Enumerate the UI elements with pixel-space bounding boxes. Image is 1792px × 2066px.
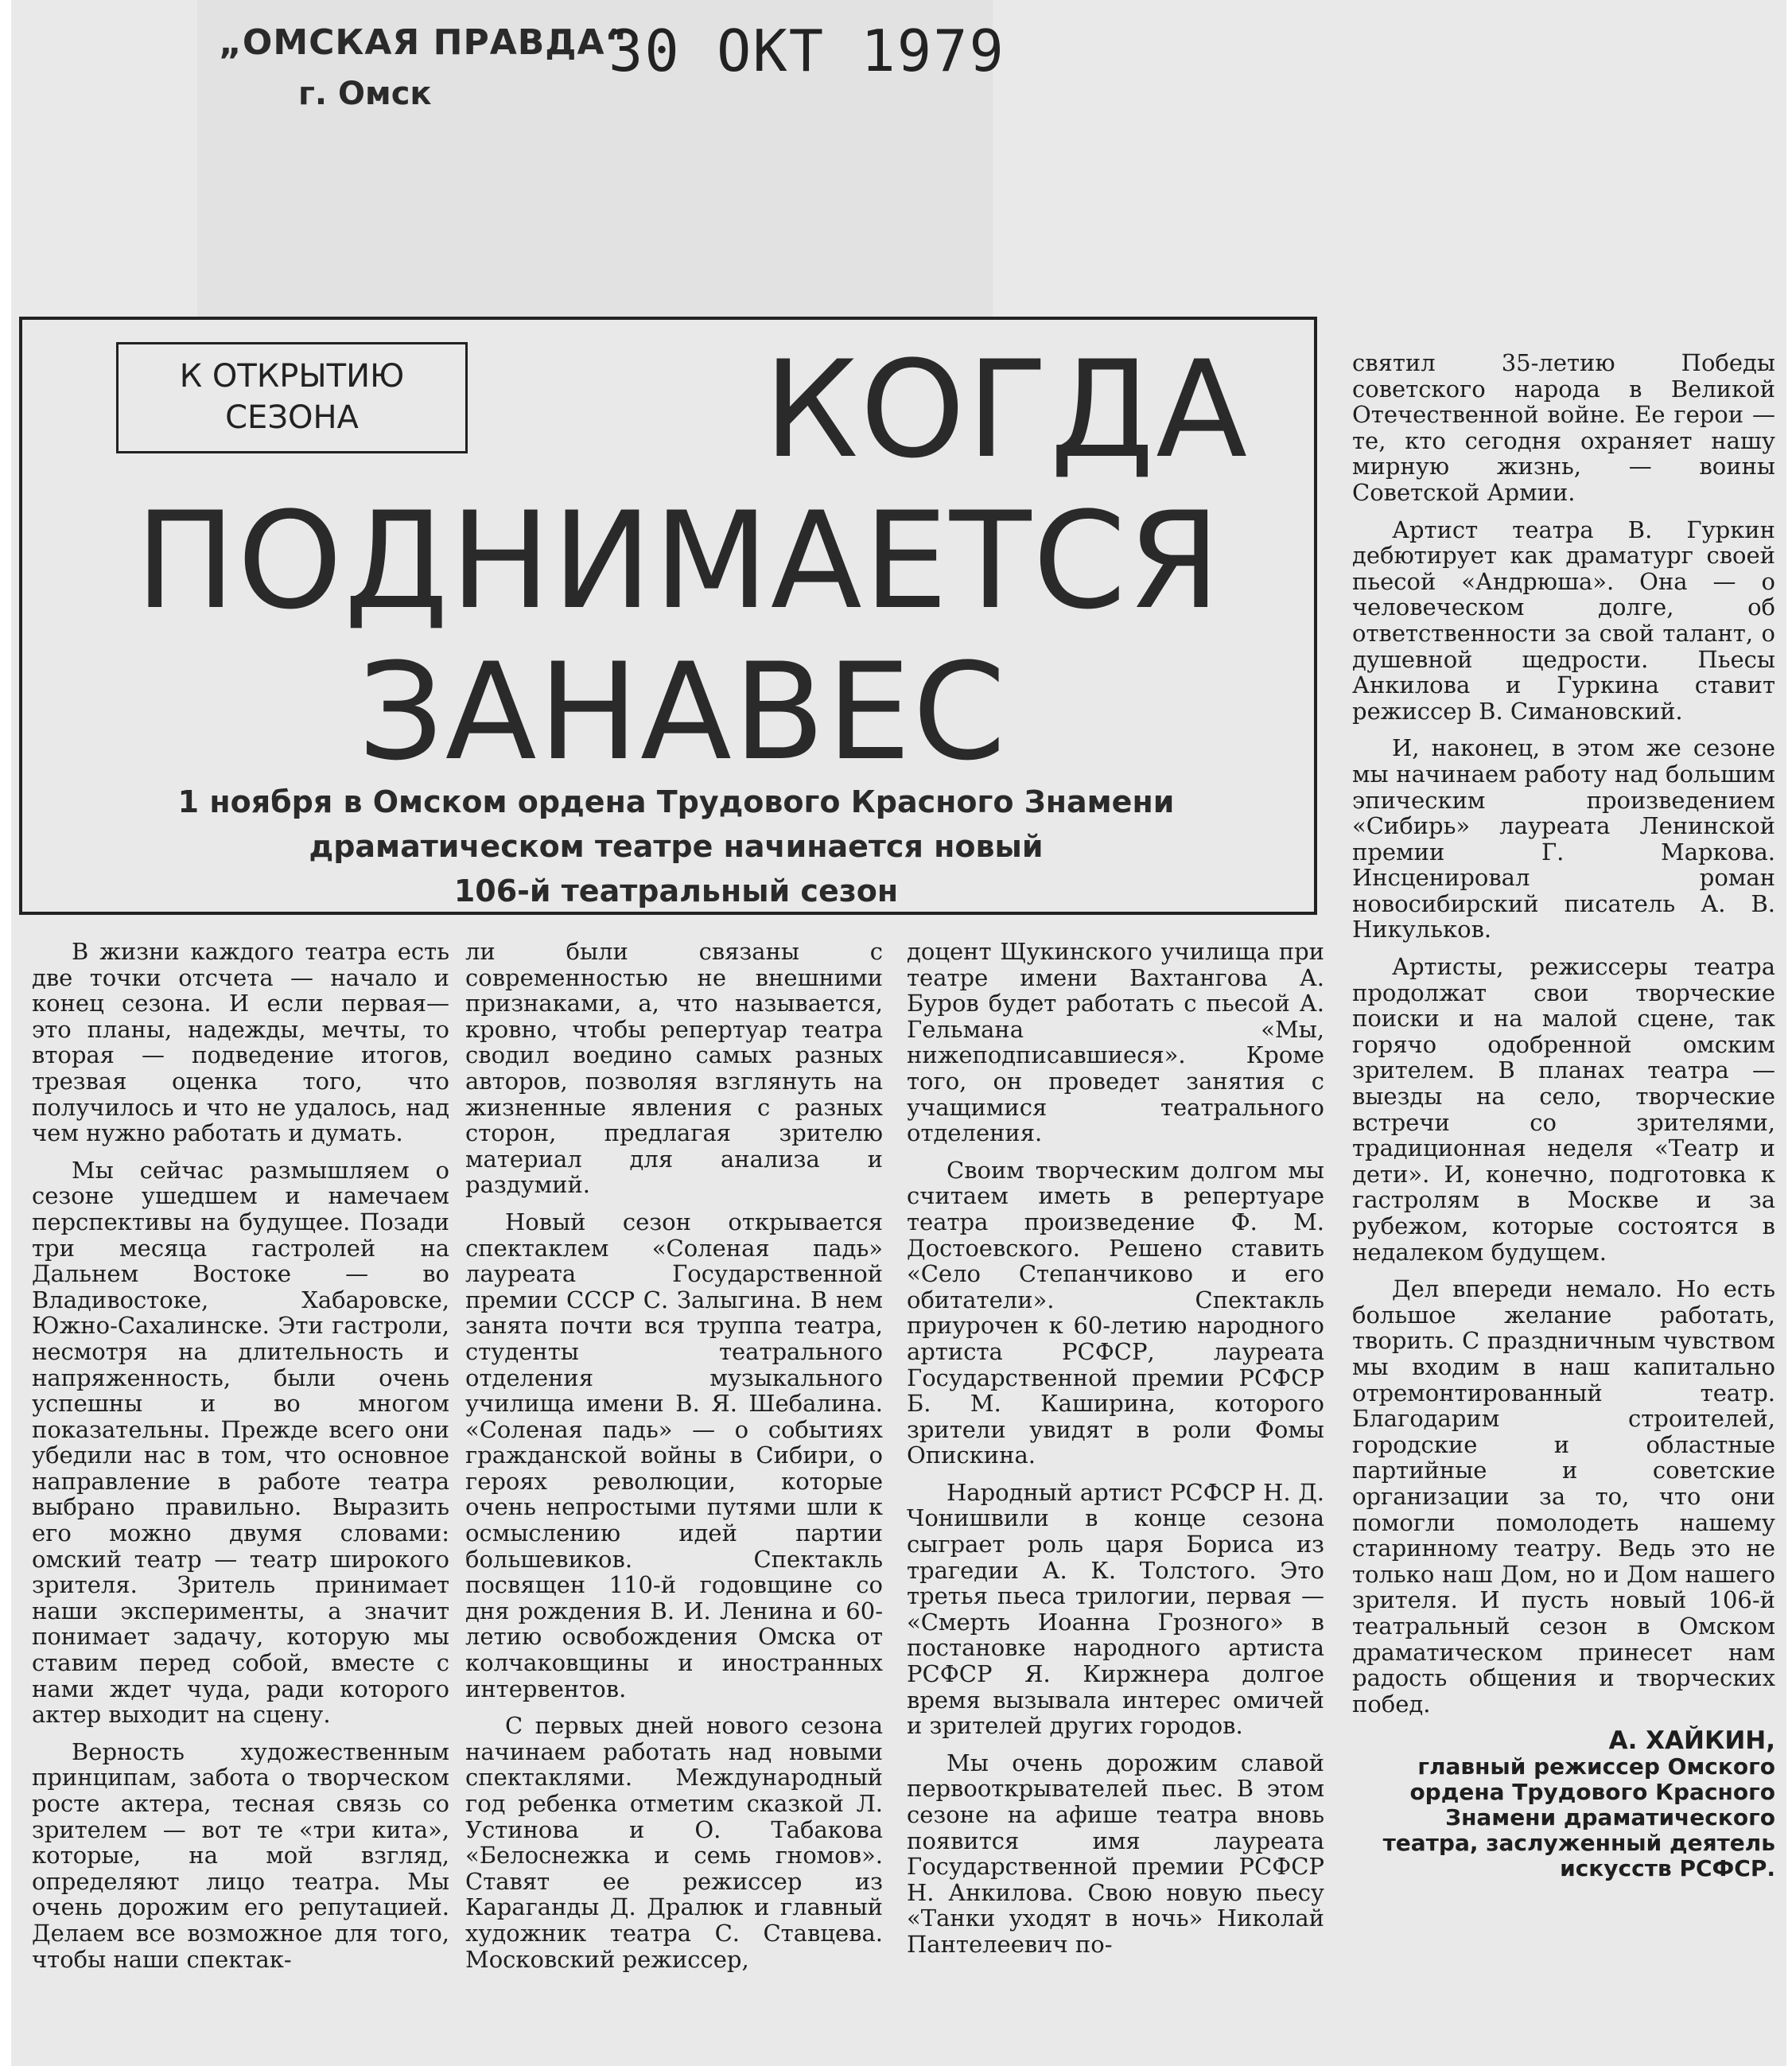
author-title-line: Знамени драматического [1445, 1803, 1775, 1831]
subheadline [87, 780, 1265, 913]
paragraph: Верность художественным принципам, забота о творческом росте актера, тесная связь со зрителем — вот те «три кита», которые, на мой взгляд, определяют лицо театра. Мы очень дорожим его репутацией. Делаем все возможное для того, чтобы наши спектак- [32, 1737, 449, 1973]
author-title [1352, 1754, 1775, 1881]
date-stamp: 30 ОКТ 1979 [608, 18, 1005, 84]
paragraph: Мы сейчас размышляем о сезоне ушедшем и намечаем перспективы на будущее. Позади три месяца гастролей на Дальнем Востоке — во Владивостоке, Хабаровске, Южно-Сахалинске. Эти гастроли, несмотря на длительность и напряженность, были очень успешны и во многом показательны. Прежде всего они убедили нас в том, что основное направление в работе театра выбрано правильно. Выразить его можно двумя словами: омский театр — театр широкого зрителя. Зритель принимает наши эксперименты, а значит понимает задачу, которую мы ставим перед собой, вместе с нами ждет чуда, ради которого актер выходит на сцену. [32, 1156, 449, 1729]
subheadline-line: 1 ноября в Омском ордена Трудового Красного Знамени [177, 784, 1175, 819]
subheadline-line: драматическом театре начинается новый [309, 829, 1044, 864]
headline-line: КОГДА [764, 332, 1250, 488]
paragraph: В жизни каждого театра есть две точки отсчета — начало и конец сезона. И если первая— это планы, надежды, мечты, то вторая — подведение итогов, трезвая оценка того, что получилось и что не удалось, над чем нужно работать и думать. [32, 938, 449, 1147]
paragraph: Артисты, режиссеры театра продолжат свои творческие поиски и на малой сцене, так горячо одобренной омским зрителем. В планах театра — выезды на село, творческие встречи со зрителями, традиционная неделя «Театр и дети». И, конечно, подготовка к гастролям в Москве и за рубежом, которые состоятся в недалеком будущем. [1352, 953, 1775, 1266]
city-stamp: г. Омск [298, 76, 432, 112]
author-title-line: ордена Трудового Красного [1409, 1778, 1775, 1805]
subheadline-line: 106-й театральный сезон [453, 873, 899, 908]
author-title-line: искусств РСФСР. [1560, 1854, 1775, 1881]
paragraph: Артист театра В. Гуркин дебютирует как драматург своей пьесой «Андрюша». Она — о человеческом долге, об ответственности за свой талант, о душевной щедрости. Пьесы Анкилова и Гуркина ставит режиссер В. Симановский. [1352, 516, 1775, 725]
paragraph: Новый сезон открывается спектаклем «Соленая падь» лауреата Государственной премии СССР С. Залыгина. В нем занята почти вся труппа театра, студенты театрального отделения музыкального училища имени В. Я. Шебалина. «Соленая падь» — о событиях гражданской войны в Сибири, о героях революции, которые очень непростыми путями шли к осмыслению идей партии большевиков. Спектакль посвящен 110-й годовщине со дня рождения В. И. Ленина и 60-летию освобождения Омска от колчаковщины и иностранных интервентов. [465, 1208, 883, 1702]
paragraph: ли были связаны с современностью не внешними признаками, а, что называется, кровно, чтобы репертуар театра сводил воедино самых разных авторов, позволяя взглянуть на жизненные явления с разных сторон, предлагая зрителю материал для анализа и раздумий. [465, 938, 883, 1199]
author-title-line: театра, заслуженный деятель [1382, 1829, 1775, 1856]
article-column-3 [907, 939, 1324, 1969]
paragraph: доцент Щукинского училища при театре имени Вахтангова А. Буров будет работать с пьесой А. Гельмана «Мы, нижеподписавшиеся». Кроме того, он проведет занятия с учащимися театрального отделения. [907, 938, 1324, 1147]
paragraph: Своим творческим долгом мы считаем иметь в репертуаре театра произведение Ф. М. Достоевского. Решено ставить «Село Степанчиково и его обитатели». Спектакль приурочен к 60-летию народного артиста РСФСР, лауреата Государственной премии РСФСР Б. М. Каширина, которого зрители увидят в роли Фомы Опискина. [907, 1156, 1324, 1469]
headline-line: ЗАНАВЕС [358, 634, 1008, 790]
paragraph: Дел впереди немало. Но есть большое желание работать, творить. С праздничным чувством мы входим в наш капитально отремонтированный театр. Благодарим строителей, городские и областные партийные и советские организации за то, что они помогли помолодеть нашему старинному театру. Ведь это не только наш Дом, но и Дом нашего зрителя. И пусть новый 106-й театральный сезон в Омском драматическом принесет нам радость общения и творческих побед. [1352, 1275, 1775, 1718]
article-column-2 [465, 939, 883, 1983]
rubric-box [116, 342, 468, 453]
paragraph: И, наконец, в этом же сезоне мы начинаем работу над большим эпическим произведением «Сибирь» лауреата Ленинской премии Г. Маркова. Инсценировал роман новосибирский писатель А. В. Никульков. [1352, 734, 1775, 944]
author-title-line: главный режиссер Омского [1417, 1753, 1775, 1780]
paragraph: Мы очень дорожим славой первооткрывателей пьес. В этом сезоне на афише театра вновь появится имя лауреата Государственной премии РСФСР Н. Анкилова. Свою новую пьесу «Танки уходят в ночь» Николай Пантелеевич по- [907, 1749, 1324, 1958]
author-name: А. ХАЙКИН, [1608, 1726, 1775, 1756]
article-column-1 [32, 939, 449, 1983]
paragraph: С первых дней нового сезона начинаем работать над новыми спектаклями. Международный год ребенка отметим сказкой Л. Устинова и О. Табакова «Белоснежка и семь гномов». Ставят ее режиссер из Караганды Д. Дралюк и главный художник театра С. Ставцева. Московский режиссер, [465, 1712, 883, 1973]
rubric-line: СЕЗОНА [225, 399, 359, 436]
headline-line: ПОДНИМАЕТСЯ [135, 483, 1223, 639]
rubric-line: К ОТКРЫТИЮ [179, 358, 405, 395]
paragraph: святил 35-летию Победы советского народа в Великой Отечественной войне. Ее герои — те, кто сегодня охраняет нашу мирную жизнь, — воины Советской Армии. [1352, 349, 1775, 506]
paragraph: Народный артист РСФСР Н. Д. Чонишвили в конце сезона сыграет роль царя Бориса из трагедии А. К. Толстого. Это третья пьеса трилогии, первая — «Смерть Иоанна Грозного» в постановке народного артиста РСФСР Я. Киржнера долгое время вызывала интерес омичей и зрителей других городов. [907, 1478, 1324, 1740]
article-column-4 [1352, 350, 1775, 1881]
newspaper-name-stamp: „ОМСКАЯ ПРАВДА“ [219, 22, 629, 63]
